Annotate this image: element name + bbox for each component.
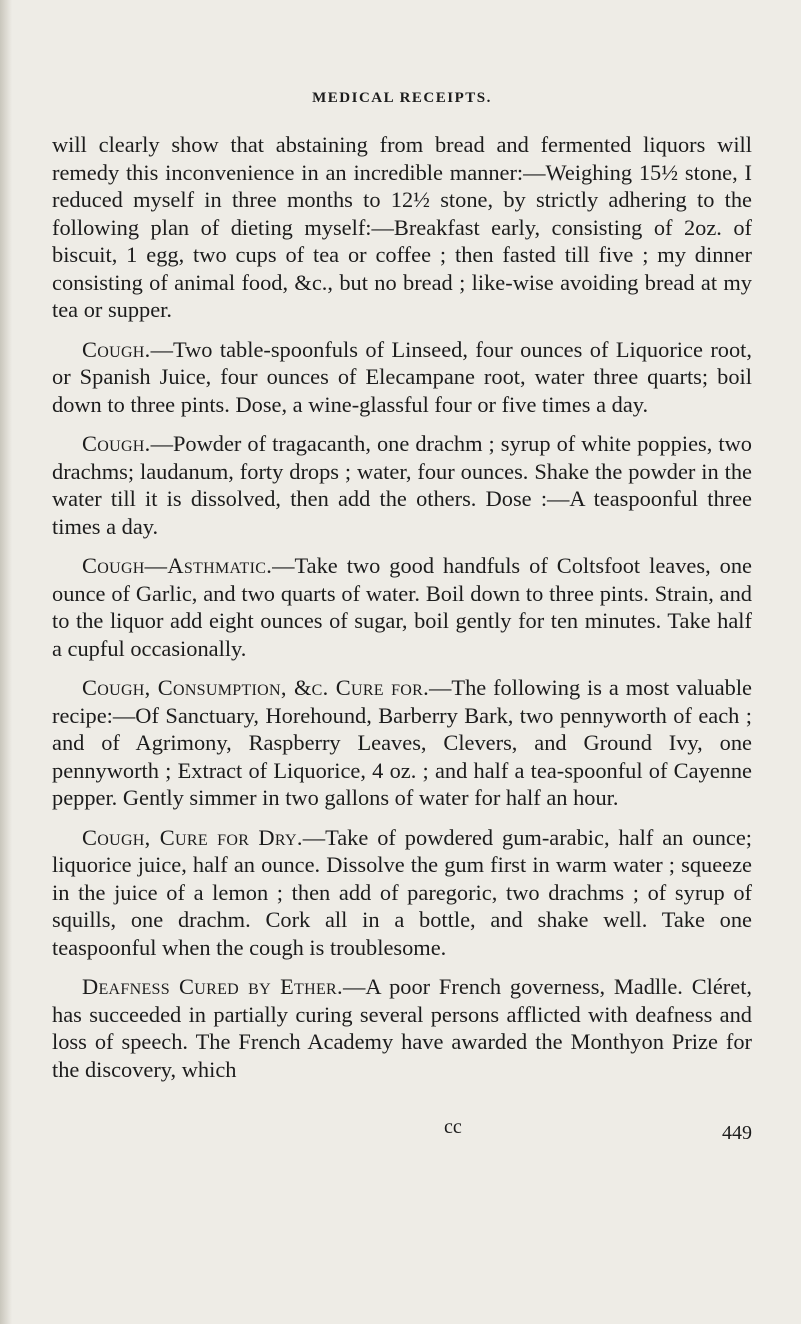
paragraph-text: —Powder of tragacanth, one drachm ; syrup of white poppies, two drachms; laudanum, forty drops ; water, four ounces. Shake the powder in the water till it is dissolved, then add the others. Dose :—A teaspoonful three times a day.	[52, 431, 752, 539]
paragraph-cough-tragacanth	[52, 430, 752, 540]
paragraph-heading: Deafness Cured by Ether.	[82, 974, 343, 999]
page-number: 449	[722, 1122, 752, 1144]
paragraph-diet	[52, 131, 752, 324]
paragraph-heading: Cough, Cure for Dry.	[82, 824, 303, 850]
paragraph-cough-linseed	[52, 336, 752, 419]
paragraph-text: will clearly show that abstaining from bread and fermented liquors will remedy this inconvenience in an incredible manner:—Weighing 15½ stone, I reduced myself in three months to 12½ stone, by strictly adhering to the following plan of dieting myself:—Breakfast early, consisting of 2oz. of biscuit, 1 egg, two cups of tea or coffee ; then fasted till five ; my dinner consisting of animal food, &c., but no bread ; like-wise avoiding bread at my tea or supper.	[52, 132, 752, 322]
paragraph-text: —Take of powdered gum-arabic, half an ounce; liquorice juice, half an ounce. Dissolve the gum first in warm water ; squeeze in the juice of a lemon ; then add of paregoric, two drachms ; of syrup of squills, one drachm. Cork all in a bottle, and shake well. Take one teaspoonful when the cough is troublesome.	[52, 824, 752, 960]
paragraph-heading: Cough.	[82, 336, 151, 362]
paragraph-text: —The following is a most valuable recipe:—Of Sanctuary, Horehound, Barberry Bark, two pennyworth of each ; and of Agrimony, Raspberry Leaves, Clevers, and Ground Ivy, one pennyworth ; Extract of Liquorice, 4 oz. ; and half a tea-spoonful of Cayenne pepper. Gently simmer in two gallons of water for half an hour.	[52, 675, 752, 810]
paragraph-heading: Cough—Asthmatic.	[82, 553, 273, 578]
running-head: MEDICAL RECEIPTS.	[312, 90, 492, 106]
signature-mark: cc	[444, 1116, 462, 1138]
paragraph-cough-consumption	[52, 674, 752, 812]
paragraph-cough-asthmatic	[52, 552, 752, 662]
paragraph-text: —Take two good handfuls of Coltsfoot leaves, one ounce of Garlic, and two quarts of water. Boil down to three pints. Strain, and to the liquor add eight ounces of sugar, boil gently for ten minutes. Take half a cupful occasionally.	[52, 553, 752, 661]
binding-shadow	[0, 0, 12, 1324]
page-body	[52, 90, 752, 1083]
paragraph-text: —Two table-spoonfuls of Linseed, four ounces of Liquorice root, or Spanish Juice, four ounces of Elecampane root, water three quarts; boil down to three pints. Dose, a wine-glassful four or five times a day.	[52, 336, 752, 417]
paragraph-cough-dry	[52, 824, 752, 962]
paragraph-deafness	[52, 973, 752, 1083]
paragraph-heading: Cough.	[82, 431, 151, 456]
paragraph-text: —A poor French governess, Madlle. Cléret, has succeeded in partially curing several persons afflicted with deafness and loss of speech. The French Academy have awarded the Monthyon Prize for the discovery, which	[52, 974, 753, 1082]
paragraph-heading: Cough, Consumption, &c. Cure for.	[82, 675, 429, 700]
